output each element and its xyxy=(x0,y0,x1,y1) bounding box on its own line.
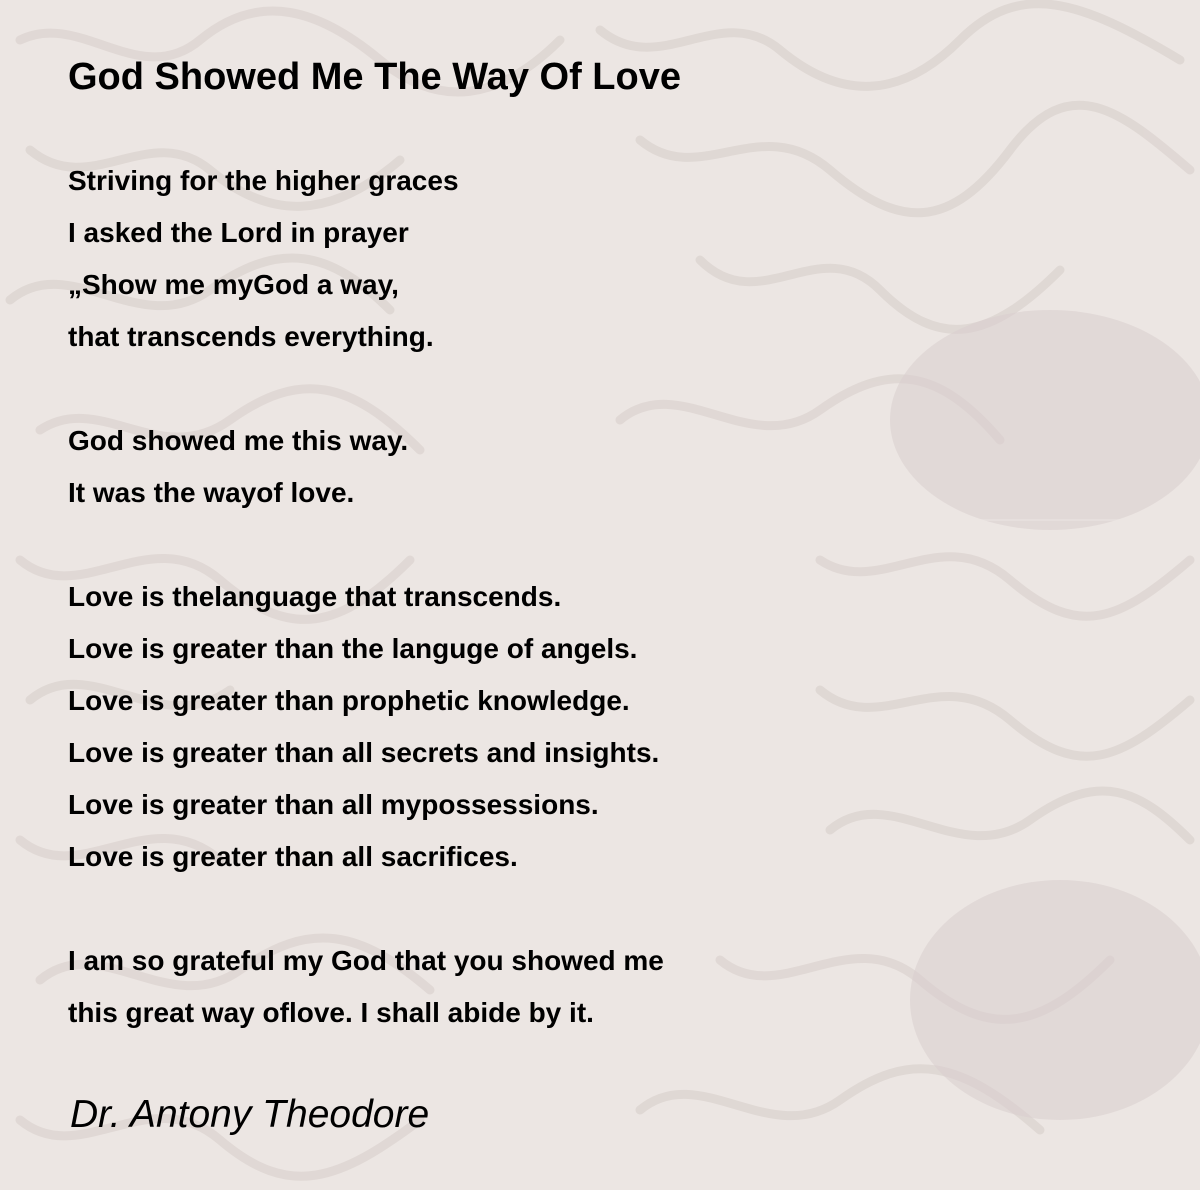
poem-line: Love is greater than prophetic knowledge. xyxy=(68,685,630,716)
poem-line: Striving for the higher graces xyxy=(68,165,459,196)
poem-line: this great way oflove. I shall abide by it. xyxy=(68,997,594,1028)
poem-line: God showed me this way. xyxy=(68,425,409,456)
stanza xyxy=(68,571,1068,883)
poem-line: Love is greater than all mypossessions. xyxy=(68,789,599,820)
poem-author: Dr. Antony Theodore xyxy=(70,1093,430,1136)
poem-line: I asked the Lord in prayer xyxy=(68,217,409,248)
poem-line: Love is greater than all sacrifices. xyxy=(68,841,518,872)
poem-body xyxy=(68,155,1068,1091)
poem-line: I am so grateful my God that you showed me xyxy=(68,945,664,976)
poem-line: that transcends everything. xyxy=(68,321,434,352)
poem-line: It was the wayof love. xyxy=(68,477,355,508)
poem-line: Love is greater than all secrets and insights. xyxy=(68,737,660,768)
poem-line: Love is thelanguage that transcends. xyxy=(68,581,562,612)
stanza xyxy=(68,935,1068,1039)
stanza xyxy=(68,155,1068,363)
stanza xyxy=(68,415,1068,519)
poem-line: Love is greater than the languge of angels. xyxy=(68,633,638,664)
poem-title: God Showed Me The Way Of Love xyxy=(68,56,681,98)
poem-line: „Show me myGod a way, xyxy=(68,269,399,300)
